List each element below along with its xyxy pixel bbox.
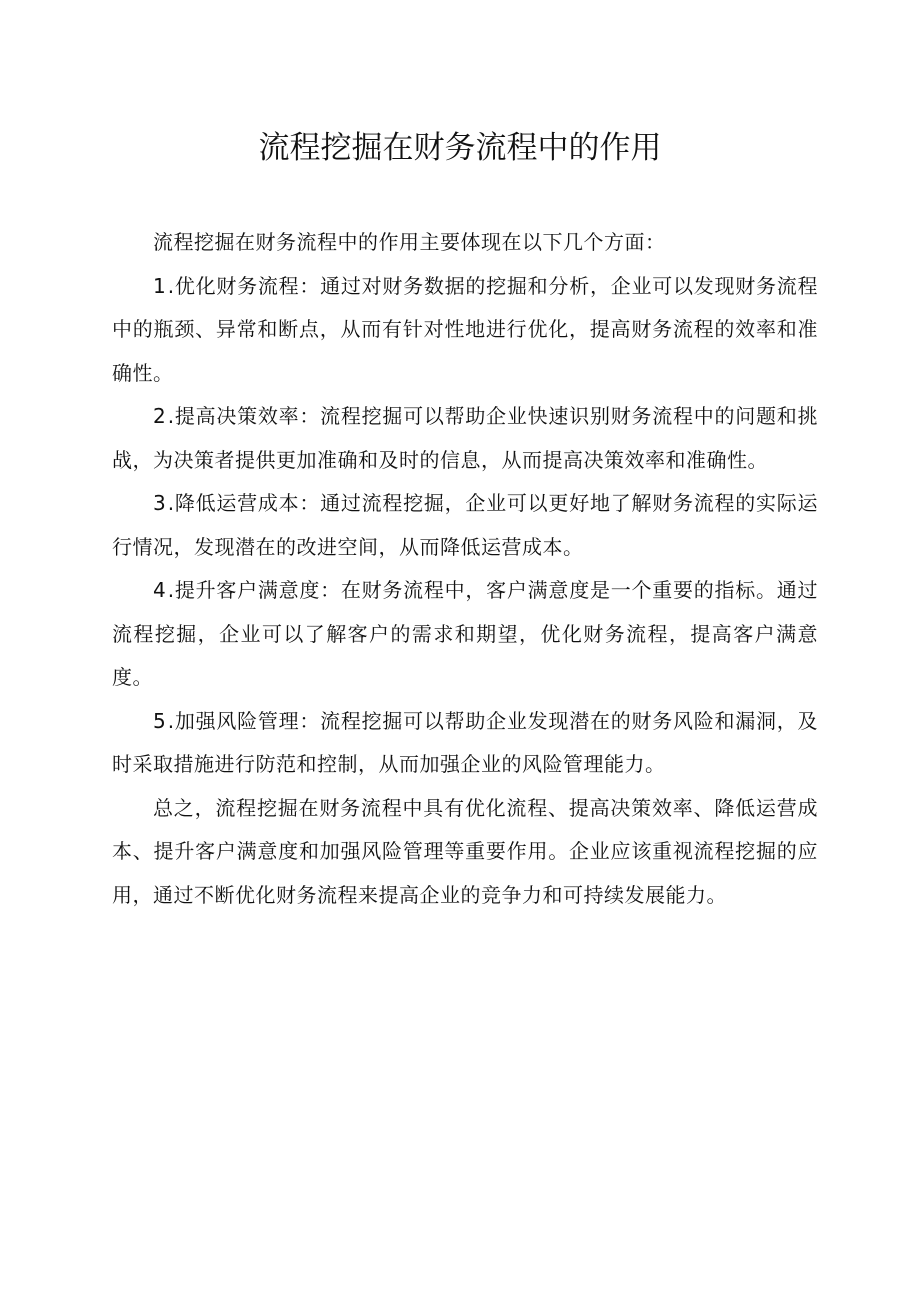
point-text: .加强风险管理：流程挖掘可以帮助企业发现潜在的财务风险和漏洞，及时采取措施进行防范和控制，从而加强企业的风险管理能力。 bbox=[112, 708, 818, 776]
point-number: 1 bbox=[153, 273, 168, 298]
point-number: 2 bbox=[153, 404, 168, 428]
point-number: 5 bbox=[153, 708, 168, 733]
point-paragraph-1 bbox=[112, 265, 818, 396]
point-paragraph-2 bbox=[112, 395, 818, 482]
document-body bbox=[112, 221, 818, 917]
point-text: .提升客户满意度：在财务流程中，客户满意度是一个重要的指标。通过流程挖掘，企业可以了解客户的需求和期望，优化财务流程，提高客户满意度。 bbox=[112, 578, 818, 689]
point-text: .优化财务流程：通过对财务数据的挖掘和分析，企业可以发现财务流程中的瓶颈、异常和断点，从而有针对性地进行优化，提高财务流程的效率和准确性。 bbox=[112, 273, 818, 385]
point-text: .提高决策效率：流程挖掘可以帮助企业快速识别财务流程中的问题和挑战，为决策者提供更加准确和及时的信息，从而提高决策效率和准确性。 bbox=[112, 404, 818, 472]
document-title: 流程挖掘在财务流程中的作用 bbox=[258, 130, 662, 166]
conclusion-paragraph: 总之，流程挖掘在财务流程中具有优化流程、提高决策效率、降低运营成本、提升客户满意度和加强风险管理等重要作用。企业应该重视流程挖掘的应用，通过不断优化财务流程来提高企业的竞争力和可持续发展能力。 bbox=[112, 795, 818, 907]
point-paragraph-5 bbox=[112, 700, 818, 787]
point-paragraph-4 bbox=[112, 569, 818, 700]
point-text: .降低运营成本：通过流程挖掘，企业可以更好地了解财务流程的实际运行情况，发现潜在的改进空间，从而降低运营成本。 bbox=[112, 491, 818, 559]
point-paragraph-3 bbox=[112, 482, 818, 569]
point-number: 3 bbox=[153, 491, 168, 515]
intro-paragraph: 流程挖掘在财务流程中的作用主要体现在以下几个方面： bbox=[153, 230, 666, 254]
point-number: 4 bbox=[153, 578, 168, 602]
